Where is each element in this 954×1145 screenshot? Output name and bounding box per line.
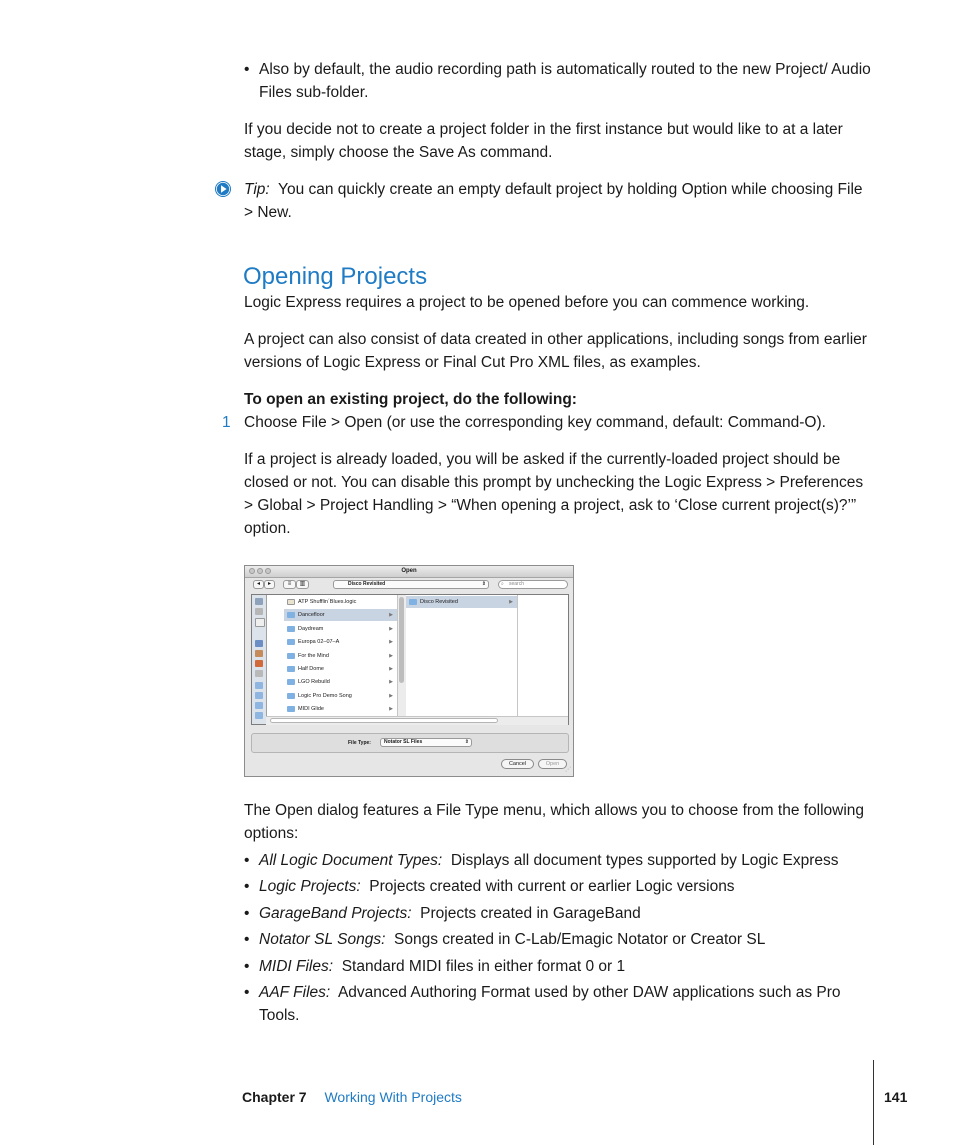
folder-icon — [287, 612, 295, 618]
option-description: Projects created in GarageBand — [420, 905, 641, 922]
document-icon[interactable] — [255, 618, 265, 627]
bullet-dot: • — [244, 878, 250, 895]
path-popup-label: Disco Revisited — [348, 581, 386, 587]
folder-icon[interactable] — [255, 702, 263, 709]
file-type-bar — [251, 733, 569, 753]
file-list-item[interactable] — [284, 690, 397, 702]
folder-icon[interactable] — [255, 712, 263, 719]
dialog-title-bar — [245, 566, 573, 578]
file-type-option — [259, 955, 849, 978]
horizontal-scrollbar[interactable] — [266, 716, 568, 725]
disclosure-arrow-icon: ▶ — [389, 692, 393, 699]
footer-divider — [873, 1060, 874, 1145]
file-list-item-label: ATP Shufflin´Blues.logic — [298, 599, 357, 605]
file-list-item-label: Europa 02–07–A — [298, 639, 340, 646]
folder-icon — [287, 693, 295, 699]
file-type-label: File Type: — [348, 740, 371, 746]
network-icon[interactable] — [255, 598, 263, 605]
footer-chapter-number: Chapter 7 — [242, 1089, 307, 1105]
close-window-icon[interactable] — [249, 568, 255, 574]
forward-button[interactable]: ▸ — [264, 580, 275, 589]
option-term: MIDI Files: — [259, 958, 334, 975]
column-1-scrollbar[interactable] — [397, 595, 406, 716]
file-list-item-label: Logic Pro Demo Song — [298, 692, 352, 699]
disclosure-arrow-icon: ▶ — [509, 599, 513, 605]
option-description: Songs created in C-Lab/Emagic Notator or Creator SL — [394, 931, 766, 948]
footer-chapter-title: Working With Projects — [324, 1089, 462, 1105]
file-type-option — [259, 849, 849, 872]
option-description: Projects created with current or earlier Logic versions — [369, 878, 735, 895]
file-list-item[interactable] — [284, 663, 397, 675]
folder-icon — [287, 639, 295, 645]
bullet-dot: • — [244, 852, 250, 869]
disclosure-arrow-icon: ▶ — [389, 706, 393, 713]
paragraph-project-loaded: If a project is already loaded, you will be asked if the currently-loaded project should be closed or not. You can disable this prompt by unchecking the Logic Express > Preferences > Global > Project Handling > “When opening a project, ask to ‘Close current project(s)?’” option. — [244, 451, 864, 537]
tip — [244, 178, 874, 224]
option-term: GarageBand Projects: — [259, 905, 412, 922]
file-list-item-label: Disco Revisited — [420, 599, 458, 605]
section-intro: Logic Express requires a project to be opened before you can commence working. — [244, 294, 810, 311]
minimize-window-icon[interactable] — [257, 568, 263, 574]
disclosure-arrow-icon: ▶ — [389, 625, 393, 632]
chevron-updown-icon: ⇕ — [464, 739, 469, 745]
paragraph-project-data: A project can also consist of data created in other applications, including songs from earlier versions of Logic Express or Final Cut Pro XML files, as examples. — [244, 331, 867, 371]
folder-icon — [287, 626, 295, 632]
file-column-2 — [406, 595, 518, 716]
cancel-button[interactable]: Cancel — [501, 759, 534, 769]
disk-icon[interactable] — [255, 608, 263, 615]
disclosure-arrow-icon: ▶ — [389, 652, 393, 659]
option-description: Displays all document types supported by Logic Express — [450, 852, 839, 869]
option-term: All Logic Document Types: — [259, 852, 443, 869]
column-view-icon[interactable]: ▥ — [296, 580, 309, 589]
file-list-item-label: MIDI Glide — [298, 706, 324, 713]
option-description: Standard MIDI files in either format 0 or 1 — [341, 958, 626, 975]
search-placeholder: search — [509, 581, 525, 587]
bullet-dot: • — [244, 931, 250, 948]
home-icon[interactable] — [255, 650, 263, 657]
bullet-dot: • — [244, 958, 250, 975]
option-term: Notator SL Songs: — [259, 931, 386, 948]
file-list-item-label: Dancefloor — [298, 612, 325, 619]
option-term: AAF Files: — [259, 984, 331, 1001]
step-text: Choose File > Open (or use the corresponding key command, default: Command-O). — [244, 414, 826, 431]
paragraph-file-type-menu: The Open dialog features a File Type menu, which allows you to choose from the following options: — [244, 802, 865, 842]
file-type-option — [259, 928, 849, 951]
document-icon — [287, 599, 295, 605]
folder-icon — [287, 653, 295, 659]
sidebar — [252, 595, 267, 724]
file-list-item[interactable] — [284, 623, 397, 635]
file-list-item[interactable] — [284, 703, 397, 715]
paragraph-project-folder: If you decide not to create a project folder in the first instance but would like to at a later stage, simply choose the Save As command. — [244, 121, 843, 161]
step-number: 1 — [222, 414, 231, 431]
folder-icon — [287, 666, 295, 672]
tip-text: You can quickly create an empty default project by holding Option while choosing File > New. — [244, 181, 863, 221]
bullet-text-audio-path: Also by default, the audio recording path is automatically routed to the new Project/ Audio Files sub-folder. — [259, 61, 871, 101]
folder-icon[interactable] — [255, 692, 263, 699]
section-heading: Opening Projects — [243, 263, 428, 290]
file-type-option — [259, 981, 849, 1027]
documents-folder-icon[interactable] — [255, 670, 263, 677]
file-list-item-label: Daydream — [298, 625, 324, 632]
resize-grip-icon[interactable]: ⋰ — [565, 767, 571, 773]
tip-label: Tip: — [244, 181, 270, 198]
file-list-item-label: Half Dome — [298, 666, 324, 672]
file-type-option — [259, 875, 849, 898]
file-list-item[interactable] — [284, 676, 397, 688]
disclosure-arrow-icon: ▶ — [389, 666, 393, 672]
option-description: Advanced Authoring Format used by other DAW applications such as Pro Tools. — [259, 984, 841, 1024]
back-button[interactable]: ◂ — [253, 580, 264, 589]
desktop-icon[interactable] — [255, 640, 263, 647]
dialog-title: Open — [401, 568, 417, 574]
applications-icon[interactable] — [255, 660, 263, 667]
file-list-item-label: LGO Rebuild — [298, 679, 330, 686]
path-popup[interactable] — [333, 580, 489, 589]
open-dialog-screenshot — [244, 565, 574, 777]
bullet-dot: • — [244, 61, 250, 78]
file-list-item[interactable] — [284, 650, 397, 662]
file-list-item-label: For the Mind — [298, 652, 329, 659]
file-type-value: Notator SL Files — [384, 739, 423, 745]
folder-icon — [409, 599, 417, 605]
file-column-1 — [284, 595, 398, 716]
bullet-dot: • — [244, 905, 250, 922]
folder-icon — [287, 706, 295, 712]
file-list-item[interactable] — [406, 596, 517, 608]
disclosure-arrow-icon: ▶ — [389, 639, 393, 646]
list-view-icon[interactable]: ≡ — [283, 580, 296, 589]
disclosure-arrow-icon: ▶ — [389, 679, 393, 686]
play-arrow-icon — [214, 180, 232, 198]
file-type-popup[interactable] — [380, 738, 472, 747]
file-list-item[interactable] — [284, 609, 397, 621]
search-input[interactable] — [498, 580, 568, 589]
file-type-option — [259, 902, 849, 925]
chevron-updown-icon: ⇕ — [481, 581, 486, 587]
folder-icon[interactable] — [255, 682, 263, 689]
page-number: 141 — [884, 1089, 908, 1105]
file-list-item[interactable] — [284, 596, 397, 608]
footer-chapter — [242, 1086, 462, 1108]
search-icon: ⌕ — [501, 581, 504, 587]
open-button[interactable]: Open — [538, 759, 567, 769]
file-browser — [251, 594, 569, 725]
zoom-window-icon[interactable] — [265, 568, 271, 574]
task-heading: To open an existing project, do the following: — [244, 391, 577, 408]
folder-icon — [287, 679, 295, 685]
disclosure-arrow-icon: ▶ — [389, 612, 393, 619]
file-list-item[interactable] — [284, 636, 397, 648]
option-term: Logic Projects: — [259, 878, 361, 895]
bullet-dot: • — [244, 984, 250, 1001]
